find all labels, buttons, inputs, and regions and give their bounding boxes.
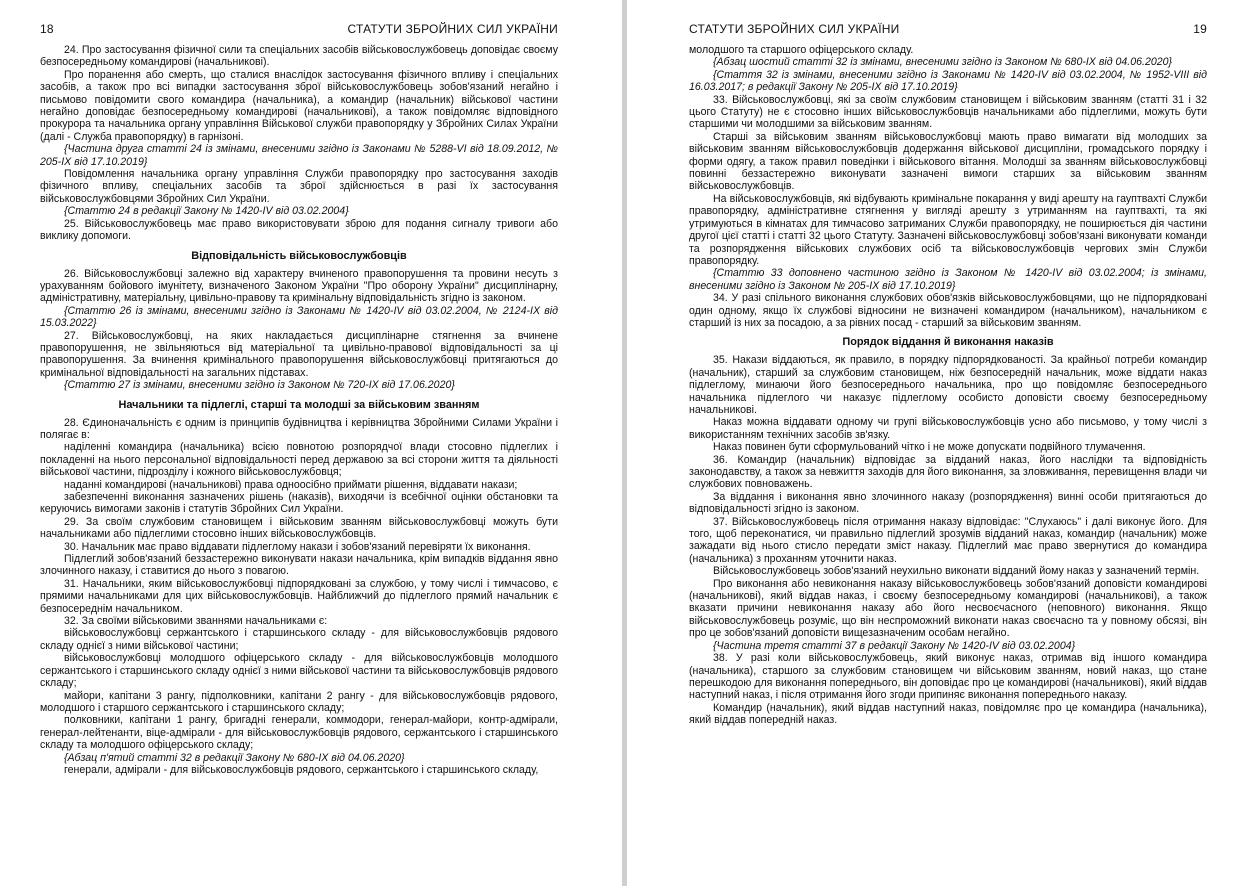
paragraph: Підлеглий зобов'язаний беззастережно виконувати накази начальника, крім випадків віддання явно злочинного наказу, і ставитися до нього з повагою. [40, 553, 558, 578]
paragraph: 28. Єдиноначальність є одним із принципів будівництва і керівництва Збройними Силами України і полягає в: [40, 416, 558, 441]
amendment-note: {Стаття 32 із змінами, внесеними згідно із Законами № 1420-IV від 03.02.2004, № 1952-VIII від 16.03.2017; в редакції Закону № 205-IX від 17.10.2019} [689, 68, 1207, 94]
paragraph: Про поранення або смерть, що сталися внаслідок застосування фізичного впливу і спеціальних засобів, а також про всі випадки застосування зброї військовослужбовець зобов'язаний негайно і письмово повідомити свого командира (начальника), а командир (начальник) військової частини негайно доповідає безпосередньому командирові (начальникові), а також повідомляє відповідного прокурора та начальника органу управління Військової служби правопорядку у Збройних Силах України (далі - Служба правопорядку) в гарнізоні. [40, 68, 558, 143]
paragraph: 29. За своїм службовим становищем і військовим званням військовослужбовці можуть бути начальниками або підлеглими стосовно інших військовослужбовців. [40, 515, 558, 541]
paragraph: військовослужбовці молодшого офіцерського складу - для військовослужбовців молодшого сержантського і старшинського складу однієї з ними військової частини та військовослужбовців рядового складу; [40, 652, 558, 690]
paragraph: 24. Про застосування фізичної сили та спеціальних засобів військовослужбовець доповідає своєму безпосередньому командирові (начальникові). [40, 44, 558, 69]
paragraph: 38. У разі коли військовослужбовець, який виконує наказ, отримав від іншого командира (начальника), старшого за службовим становищем чи військовим званням, новий наказ, що стане перешкодою для виконання попереднього, він доповідає про це командирові (начальникові), який віддав наступний наказ, і після отримання його згоди припиняє виконання попереднього наказу. [689, 652, 1207, 702]
section-heading: Порядок віддання й виконання наказів [842, 336, 1054, 349]
paragraph: 26. Військовослужбовці залежно від характеру вчиненого правопорушення та провини несуть з урахуванням бойового імунітету, визначеного Законом України "Про оборону України" дисциплінарну, адміністративну, матеріальну, цивільно-правову та кримінальну відповідальність згідно із законом. [40, 267, 558, 305]
paragraph: полковники, капітани 1 рангу, бригадні генерали, коммодори, генерал-майори, контр-адмірали, генерал-лейтенанти, віце-адмірали - для військовослужбовців рядового, сержантського і старшинського складу та молодшого офіцерського складу; [40, 714, 558, 752]
continued-paragraph: молодшого та старшого офіцерського складу. [689, 44, 914, 56]
amendment-note: {Абзац п'ятий статті 32 в редакції Закону № 680-IX від 04.06.2020} [64, 751, 405, 764]
right-page-header [689, 22, 1207, 42]
paragraph: 35. Накази віддаються, як правило, в порядку підпорядкованості. За крайньої потреби командир (начальник), старший за службовим становищем, ніж безпосередній начальник, може віддати наказ підлеглому, минаючи його безпосереднього начальника, про що повідомляє безпосереднього начальника підлеглого чи наказує підлеглому особисто доповісти своєму безпосередньому начальникові. [689, 354, 1207, 416]
paragraph: генерали, адмірали - для військовослужбовців рядового, сержантського і старшинського складу, [64, 763, 539, 776]
right-page [627, 0, 1249, 886]
amendment-note: {Частина друга статті 24 із змінами, внесеними згідно із Законами № 5288-VI від 18.09.2012, № 205-IX від 17.10.2019} [40, 143, 558, 168]
paragraph: Про виконання або невиконання наказу військовослужбовець зобов'язаний доповісти командирові (начальникові), який віддав наказ, і своєму безпосередньому командирові (начальникові), а також вказати причини невиконання наказу або його несвоєчасного (неповного) виконання. Якщо військовослужбовець розуміє, що він неспроможний виконати наказ своєчасно та у повному обсязі, він про це зобов'язаний доповісти вищезазначеним особам негайно. [689, 577, 1207, 640]
amendment-note: {Частина третя статті 37 в редакції Закону № 1420-IV від 03.02.2004} [713, 639, 1076, 652]
paragraph: Наказ можна віддавати одному чи групі військовослужбовців усно або письмово, у тому числі з використанням технічних засобів зв'язку. [689, 416, 1207, 441]
right-page-number: 19 [1193, 22, 1207, 36]
right-page-body [689, 44, 1207, 727]
paragraph: наділенні командира (начальника) всією повнотою розпорядчої влади стосовно підлеглих і покладенні на нього персональної відповідальності перед державою за всі сторони життя та діяльності військової частини, підрозділу і кожного військовослужбовця; [40, 441, 558, 479]
left-page [0, 0, 622, 886]
right-running-title: СТАТУТИ ЗБРОЙНИХ СИЛ УКРАЇНИ [689, 22, 900, 36]
left-running-title: СТАТУТИ ЗБРОЙНИХ СИЛ УКРАЇНИ [347, 22, 558, 36]
left-page-number: 18 [40, 22, 54, 36]
paragraph: На військовослужбовців, які відбувають кримінальне покарання у виді арешту на гауптвахті Служби правопорядку, адміністративне стягнення у вигляді арешту з утриманням на гауптвахті, та які утримуються в кімнатах для тимчасово затриманих Служби правопорядку, не поширюється дія частини другої цієї статті і статті 32 цього Статуту. Зазначені військовослужбовці зобов'язані виконувати команди та розпорядження військових службових осіб та військовослужбовців чергових змін Служби правопорядку. [689, 192, 1207, 267]
paragraph: 37. Військовослужбовець після отримання наказу відповідає: "Слухаюсь" і далі виконує його. Для того, щоб переконатися, чи правильно підлеглий зрозумів відданий наказ, командир (начальник) може зажадати від нього стисло передати зміст наказу. Підлеглий має право звернутися до командира (начальника) з проханням уточнити наказ. [689, 515, 1207, 565]
paragraph: Військовослужбовець зобов'язаний неухильно виконати відданий йому наказ у зазначений термін. [713, 565, 1200, 578]
paragraph: майори, капітани 3 рангу, підполковники, капітани 2 рангу - для військовослужбовців рядового, молодшого і старшого сержантського і старшинського складу; [40, 689, 558, 714]
paragraph: військовослужбовці сержантського і старшинського складу - для військовослужбовців рядового складу однієї з ними військової частини; [40, 627, 558, 652]
paragraph: 33. Військовослужбовці, які за своїм службовим становищем і військовим званням (статті 31 і 32 цього Статуту) не є стосовно інших військовослужбовців начальниками або підлеглими, можуть бути старшими чи молодшими за військовим званням. [689, 93, 1207, 131]
amendment-note: {Статтю 27 із змінами, внесеними згідно із Законом № 720-IX від 17.06.2020} [64, 379, 455, 392]
paragraph: 25. Військовослужбовець має право використовувати зброю для подання сигналу тривоги або виклику допомоги. [40, 217, 558, 243]
paragraph: 30. Начальник має право віддавати підлеглому накази і зобов'язаний перевіряти їх виконання. [64, 540, 531, 553]
amendment-note: {Статтю 26 із змінами, внесеними згідно із Законами № 1420-IV від 03.02.2004, № 2124-IX від 15.03.2022} [40, 304, 558, 330]
paragraph: 31. Начальники, яким військовослужбовці підпорядковані за службою, у тому числі і тимчасово, є прямими начальниками для цих військовослужбовців. Найближчий до підлеглого прямий начальник є безпосереднім начальником. [40, 577, 558, 615]
left-page-body [40, 44, 558, 776]
section-heading: Начальники та підлеглі, старші та молодші за військовим званням [118, 398, 480, 411]
paragraph: 32. За своїми військовими званнями начальниками є: [64, 615, 328, 628]
paragraph: 34. У разі спільного виконання службових обов'язків військовослужбовцями, що не підпорядковані один одному, якщо їх службові відносини не визначені командиром (начальником), начальником є старший із них за посадою, а за рівних посад - старший за військовим званням. [689, 292, 1207, 329]
amendment-note: {Абзац шостий статті 32 із змінами, внесеними згідно із Законом № 680-IX від 04.06.2020} [713, 56, 1173, 69]
left-page-header [40, 22, 558, 42]
paragraph: наданні командирові (начальникові) права одноосібно приймати рішення, віддавати накази; [64, 478, 518, 491]
section-heading: Відповідальність військовослужбовців [191, 249, 407, 262]
paragraph: 27. Військовослужбовці, на яких накладається дисциплінарне стягнення за вчинене правопорушення, не звільняються від матеріальної та цивільно-правової відповідальності за ці правопорушення. За вчинення кримінального правопорушення військовослужбовці притягаються до кримінальної відповідальності на загальних підставах. [40, 329, 558, 379]
paragraph: За віддання і виконання явно злочинного наказу (розпорядження) винні особи притягаються до відповідальності згідно із законом. [689, 490, 1207, 516]
paragraph: Командир (начальник), який віддав наступний наказ, повідомляє про це командира (начальника), який віддав попередній наказ. [689, 701, 1207, 727]
paragraph: 36. Командир (начальник) відповідає за відданий наказ, його наслідки та відповідність законодавству, а також за невжиття заходів для його виконання, за зловживання, перевищення влади чи службових повноважень. [689, 453, 1207, 491]
paragraph: Старші за військовим званням військовослужбовці мають право вимагати від молодших за військовим званням військовослужбовців додержання військової дисципліни, громадського порядку і форми одягу, а також правил поведінки і військового вітання. Молодші за званням військовослужбовці повинні беззастережно виконувати зазначені вимоги старших за військовим званням військовослужбовців. [689, 130, 1207, 193]
paragraph: забезпеченні виконання зазначених рішень (наказів), виходячи із всебічної оцінки обстановки та керуючись вимогами законів і статутів Збройних Сил України. [40, 491, 558, 516]
amendment-note: {Статтю 24 в редакції Закону № 1420-IV від 03.02.2004} [64, 205, 349, 218]
paragraph: Наказ повинен бути сформульований чітко і не може допускати подвійного тлумачення. [713, 441, 1146, 454]
amendment-note: {Статтю 33 доповнено частиною згідно із Законом № 1420-IV від 03.02.2004; із змінами, внесеними згідно із Законом № 205-IX від 17.10.2019} [689, 267, 1207, 292]
paragraph: Повідомлення начальника органу управління Служби правопорядку про застосування заходів фізичного впливу, спеціальних засобів та зброї здійснюється в разі їх застосування військовослужбовцями Збройних Сил України. [40, 168, 558, 205]
